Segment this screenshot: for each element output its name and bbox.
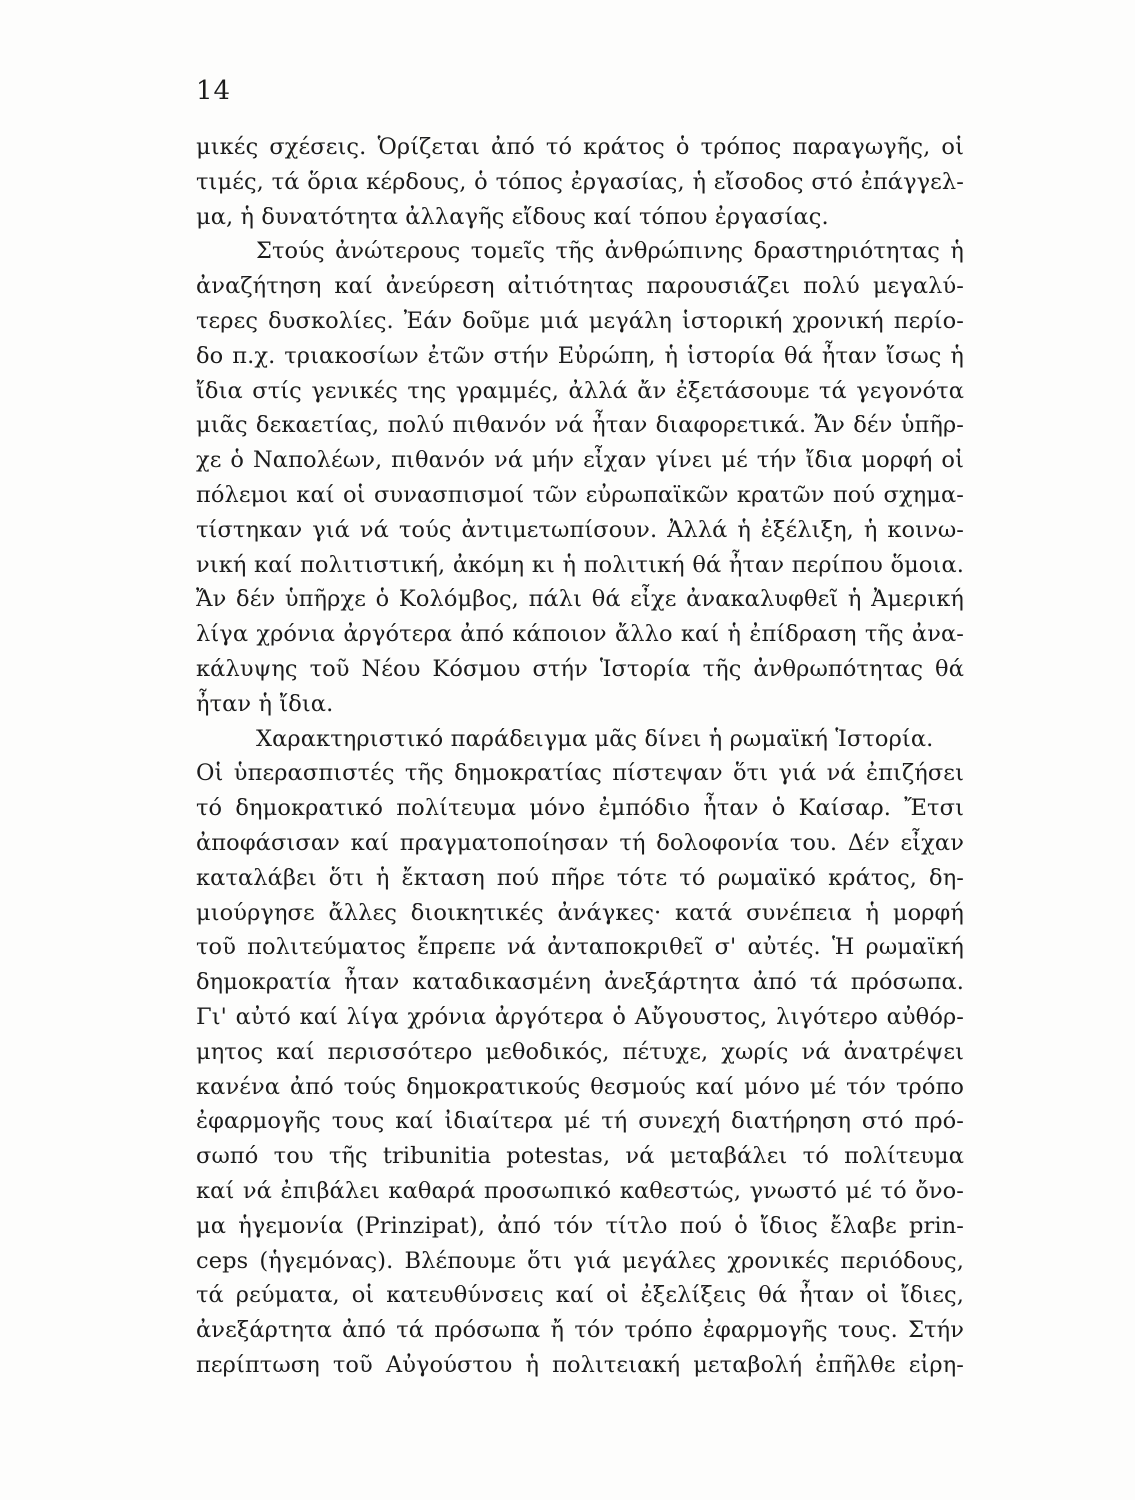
text-line: μιούργησε ἄλλες διοικητικές ἀνάγκες· κατά συνέπεια ἡ μορφή bbox=[196, 899, 964, 926]
page-number: 14 bbox=[196, 76, 232, 106]
text-line: καί νά ἐπιβάλει καθαρά προσωπικό καθεστώς, γνωστό μέ τό ὄνο- bbox=[196, 1177, 964, 1204]
text-line: ἴδια στίς γενικές της γραμμές, ἀλλά ἄν ἐξετάσουμε τά γεγονότα bbox=[196, 377, 964, 404]
paragraph-1 bbox=[196, 130, 964, 234]
text-line: νική καί πολιτιστική, ἀκόμη κι ἡ πολιτική θά ἦταν περίπου ὅμοια. bbox=[196, 551, 964, 578]
text-line: μιᾶς δεκαετίας, πολύ πιθανόν νά ἦταν διαφορετικά. Ἄν δέν ὑπῆρ- bbox=[196, 412, 964, 439]
text-line: τιμές, τά ὅρια κέρδους, ὁ τόπος ἐργασίας, ἡ εἴσοδος στό ἐπάγγελ- bbox=[196, 168, 964, 195]
text-line: ἀναζήτηση καί ἀνεύρεση αἰτιότητας παρουσιάζει πολύ μεγαλύ- bbox=[196, 273, 964, 300]
text-line: Γι' αὐτό καί λίγα χρόνια ἀργότερα ὁ Αὔγουστος, λιγότερο αὐθόρ- bbox=[196, 1003, 964, 1030]
paragraph-2 bbox=[196, 234, 964, 721]
text-line: ἦταν ἡ ἴδια. bbox=[196, 690, 334, 717]
text-line: χε ὁ Ναπολέων, πιθανόν νά μήν εἶχαν γίνει μέ τήν ἴδια μορφή οἱ bbox=[196, 447, 964, 474]
text-line: πόλεμοι καί οἱ συνασπισμοί τῶν εὐρωπαϊκῶν κρατῶν πού σχημα- bbox=[196, 481, 964, 508]
text-line: κανένα ἀπό τούς δημοκρατικούς θεσμούς καί μόνο μέ τόν τρόπο bbox=[196, 1073, 964, 1100]
text-line: τερες δυσκολίες. Ἐάν δοῦμε μιά μεγάλη ἱστορική χρονική περίο- bbox=[196, 307, 964, 334]
text-line: κάλυψης τοῦ Νέου Κόσμου στήν Ἱστορία τῆς ἀνθρωπότητας θά bbox=[196, 655, 964, 682]
text-line: περίπτωση τοῦ Αὐγούστου ἡ πολιτειακή μεταβολή ἐπῆλθε εἰρη- bbox=[196, 1351, 964, 1378]
text-line: τίστηκαν γιά νά τούς ἀντιμετωπίσουν. Ἀλλά ἡ ἐξέλιξη, ἡ κοινω- bbox=[196, 516, 964, 543]
text-line: μικές σχέσεις. Ὁρίζεται ἀπό τό κράτος ὁ τρόπος παραγωγῆς, οἱ bbox=[196, 134, 964, 160]
text-line: λίγα χρόνια ἀργότερα ἀπό κάποιον ἄλλο καί ἡ ἐπίδραση τῆς ἀνα- bbox=[196, 621, 964, 648]
text-line: ἐφαρμογῆς τους καί ἰδιαίτερα μέ τή συνεχή διατήρηση στό πρό- bbox=[196, 1108, 964, 1135]
body-text bbox=[196, 130, 964, 1383]
text-line: Στούς ἀνώτερους τομεῖς τῆς ἀνθρώπινης δραστηριότητας ἡ bbox=[256, 238, 964, 265]
paragraph-3 bbox=[196, 722, 964, 1383]
text-line: ἀνεξάρτητα ἀπό τά πρόσωπα ἤ τόν τρόπο ἐφαρμογῆς τους. Στήν bbox=[196, 1317, 964, 1344]
text-line: Χαρακτηριστικό παράδειγμα μᾶς δίνει ἡ ρωμαϊκή Ἱστορία. bbox=[256, 725, 934, 752]
text-line: σωπό του τῆς tribunitia potestas, νά μεταβάλει τό πολίτευμα bbox=[196, 1143, 964, 1170]
text-line: δημοκρατία ἦταν καταδικασμένη ἀνεξάρτητα ἀπό τά πρόσωπα. bbox=[196, 969, 964, 996]
text-line: δο π.χ. τριακοσίων ἐτῶν στήν Εὐρώπη, ἡ ἱστορία θά ἦταν ἴσως ἡ bbox=[196, 342, 964, 369]
text-line: μα, ἡ δυνατότητα ἀλλαγῆς εἴδους καί τόπου ἐργασίας. bbox=[196, 203, 829, 230]
text-line: τό δημοκρατικό πολίτευμα μόνο ἐμπόδιο ἦταν ὁ Καίσαρ. Ἔτσι bbox=[196, 795, 964, 822]
text-line: τοῦ πολιτεύματος ἔπρεπε νά ἀνταποκριθεῖ σ' αὐτές. Ἡ ρωμαϊκή bbox=[196, 934, 964, 961]
text-line: Ἄν δέν ὑπῆρχε ὁ Κολόμβος, πάλι θά εἶχε ἀνακαλυφθεῖ ἡ Ἀμερική bbox=[196, 586, 964, 613]
text-line: τά ρεύματα, οἱ κατευθύνσεις καί οἱ ἐξελίξεις θά ἦταν οἱ ἴδιες, bbox=[196, 1282, 964, 1309]
text-line: ἀποφάσισαν καί πραγματοποίησαν τή δολοφονία του. Δέν εἶχαν bbox=[196, 829, 964, 856]
text-line: Οἱ ὑπερασπιστές τῆς δημοκρατίας πίστεψαν ὅτι γιά νά ἐπιζήσει bbox=[196, 760, 964, 787]
text-line: μητος καί περισσότερο μεθοδικός, πέτυχε, χωρίς νά ἀνατρέψει bbox=[196, 1038, 964, 1065]
text-line: ceps (ἡγεμόνας). Βλέπουμε ὅτι γιά μεγάλες χρονικές περιόδους, bbox=[196, 1247, 964, 1274]
text-line: μα ἡγεμονία (Prinzipat), ἀπό τόν τίτλο πού ὁ ἴδιος ἔλαβε prin- bbox=[196, 1212, 964, 1239]
text-line: καταλάβει ὅτι ἡ ἔκταση πού πῆρε τότε τό ρωμαϊκό κράτος, δη- bbox=[196, 864, 964, 891]
